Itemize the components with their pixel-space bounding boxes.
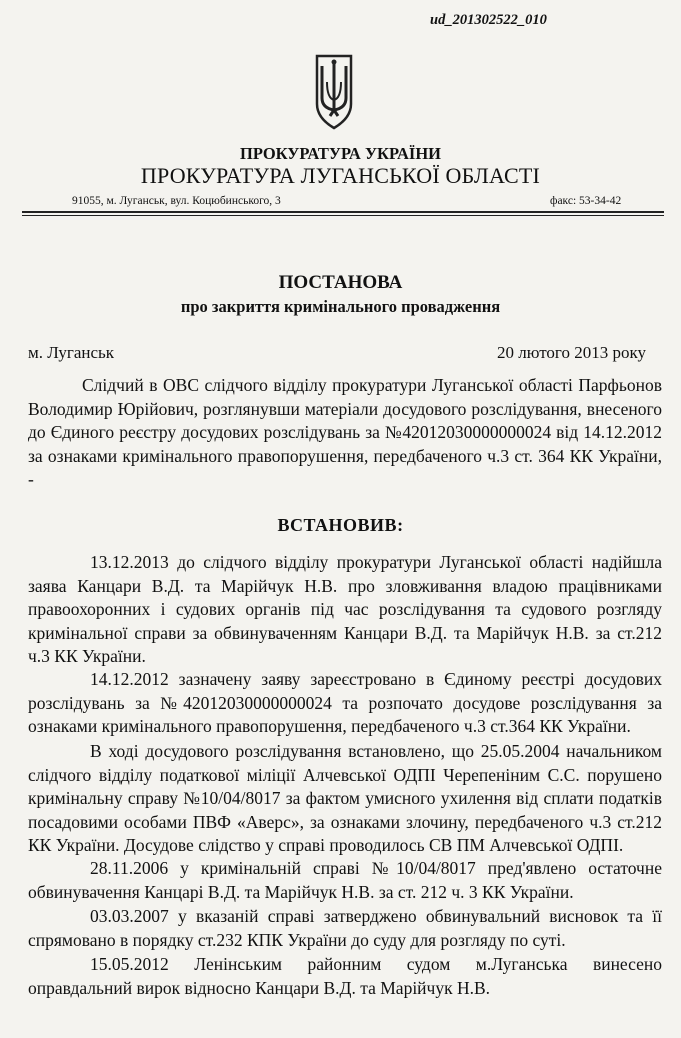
document-title: ПОСТАНОВА: [278, 272, 403, 293]
body-paragraph: В ході досудового розслідування встановлено, що 25.05.2004 начальником слідчого відділу податкової міліції Алчевської ОДПІ Черепеніним С.С. порушено кримінальну справу №10/04/8017 за фактом умисного ухилення від сплати податків посадовими особами ПВФ «Аверс», за ознаками злочину, передбаченого ч.3 ст.212 КК України. Досудове слідство у справі проводилось СВ ПМ Алчевської ОДПІ.: [28, 741, 662, 855]
document-subtitle: про закриття кримінального провадження: [180, 297, 501, 316]
body-paragraph: 14.12.2012 зазначену заяву зареєстровано в Єдиному реєстрі досудових розслідувань за №42012030000000024 та розпочато досудове розслідування за ознаками кримінального правопорушення, передбаченого ч.3 ст.364 КК України.: [28, 669, 662, 736]
org-sub-title: ПРОКУРАТУРА ЛУГАНСЬКОЇ ОБЛАСТІ: [140, 163, 541, 188]
section-heading: ВСТАНОВИВ:: [277, 515, 404, 535]
document-id: ud_201302522_010: [430, 12, 547, 28]
body-paragraph: 03.03.2007 у вказаній справі затверджено обвинувальний висновок та її спрямовано в порядку ст.232 КПК України до суду для розгляду по суті.: [28, 906, 662, 950]
body-paragraph: 28.11.2006 у кримінальній справі №10/04/8017 пред'явлено остаточне обвинувачення Канцарі В.Д. та Марійчук Н.В. за ст. 212 ч. 3 КК України.: [28, 858, 662, 902]
body-paragraph: 15.05.2012 Ленінським районним судом м.Луганська винесено оправдальний вирок відносно Канцари В.Д. та Марійчук Н.В.: [28, 954, 662, 998]
document-date: 20 лютого 2013 року: [497, 343, 646, 362]
header-divider-thin: [22, 215, 664, 216]
org-main-title: ПРОКУРАТУРА УКРАЇНИ: [240, 144, 441, 163]
org-address: 91055, м. Луганськ, вул. Коцюбинського, 3: [72, 195, 281, 207]
intro-paragraph: Слідчий в ОВС слідчого відділу прокуратури Луганської області Парфьонов Володимир Юрійович, розглянувши матеріали досудового розслідування, внесеного до Єдиного реєстру досудових розслідувань за №42012030000000024 від 14.12.2012 за ознаками кримінального правопорушення, передбаченого ч.3 ст. 364 КК України, -: [28, 375, 662, 489]
body-paragraph: 13.12.2013 до слідчого відділу прокуратури Луганської області надійшла заява Канцари В.Д. та Марійчук Н.В. про зловживання владою працівниками правоохоронних і судових органів під час розслідування та судового розгляду кримінальної справи за обвинуваченням Канцари В.Д. та Марійчук Н.В. за ст.212 ч.3 КК України.: [28, 552, 662, 666]
header-divider-thick: [22, 211, 664, 213]
org-fax: факс: 53-34-42: [550, 195, 622, 207]
trident-emblem-icon: [313, 52, 355, 132]
document-place: м. Луганськ: [28, 343, 115, 362]
